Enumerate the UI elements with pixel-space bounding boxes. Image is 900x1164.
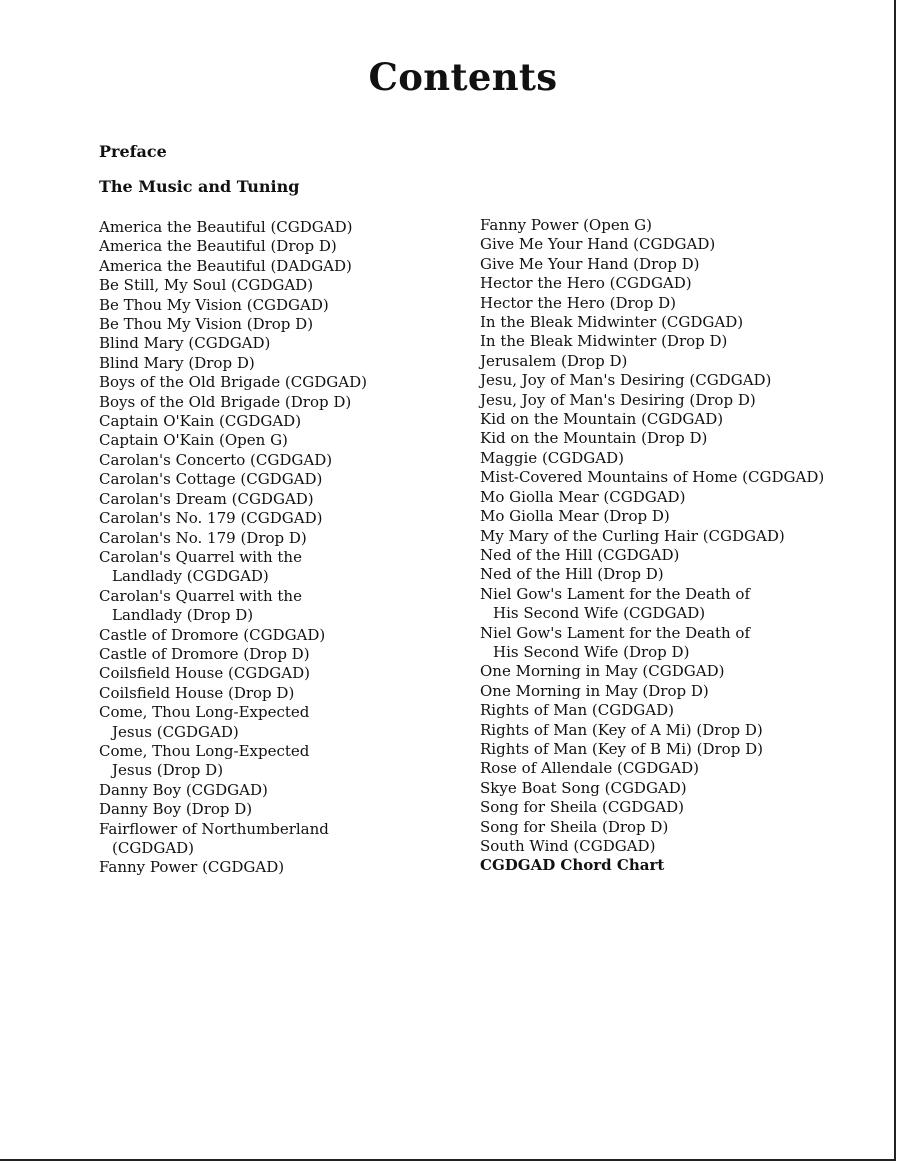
toc-entry[interactable]: [99, 218, 469, 237]
toc-entry[interactable]: [480, 507, 890, 526]
toc-entry-continuation: Landlady (Drop D): [112, 606, 254, 625]
toc-entry[interactable]: [480, 682, 890, 701]
toc-entry-title: Be Thou My Vision (Drop D): [99, 315, 314, 334]
toc-entry[interactable]: [99, 858, 469, 877]
toc-entry[interactable]: [480, 837, 890, 856]
toc-entry[interactable]: [99, 684, 469, 703]
toc-entry[interactable]: [480, 468, 890, 487]
toc-entry-title: Carolan's Cottage (CGDGAD): [99, 470, 323, 489]
toc-entry-title: America the Beautiful (Drop D): [99, 237, 337, 256]
toc-entry[interactable]: [480, 294, 890, 313]
toc-entry-title: Blind Mary (CGDGAD): [99, 334, 271, 353]
toc-entry[interactable]: [480, 527, 890, 546]
toc-entry-title: Danny Boy (Drop D): [99, 800, 253, 819]
toc-entry-continuation: His Second Wife (Drop D): [493, 642, 690, 661]
toc-entry-title: Come, Thou Long-Expected: [99, 703, 310, 722]
toc-entry[interactable]: [99, 276, 469, 295]
toc-entry[interactable]: [99, 742, 469, 781]
toc-entry[interactable]: [99, 373, 469, 392]
toc-entry-title: One Morning in May (CGDGAD): [480, 662, 725, 681]
toc-entry[interactable]: [480, 585, 890, 624]
toc-entry-title: Carolan's Quarrel with the: [99, 547, 302, 566]
toc-entry[interactable]: [99, 548, 469, 587]
toc-entry-title: Mo Giolla Mear (Drop D): [480, 507, 670, 526]
toc-entry-title: Carolan's Concerto (CGDGAD): [99, 450, 333, 469]
toc-entry-title: South Wind (CGDGAD): [480, 837, 656, 855]
toc-entry[interactable]: [480, 429, 890, 448]
toc-entry[interactable]: [480, 391, 890, 410]
toc-entry[interactable]: [99, 800, 469, 819]
toc-entry[interactable]: [99, 626, 469, 645]
toc-entry-title: Coilsfield House (Drop D): [99, 683, 295, 702]
toc-entry-title: Blind Mary (Drop D): [99, 353, 255, 372]
toc-entry[interactable]: [99, 237, 469, 256]
toc-entry[interactable]: [480, 701, 890, 720]
toc-entry-title: Danny Boy (CGDGAD): [99, 780, 268, 799]
toc-entry-title: Hector the Hero (CGDGAD): [480, 274, 692, 293]
contents-column-left: [99, 218, 469, 878]
toc-entry-title: Mist-Covered Mountains of Home (CGDGAD): [480, 468, 825, 487]
toc-entry[interactable]: [480, 313, 890, 332]
toc-entry-title: Kid on the Mountain (Drop D): [480, 429, 708, 448]
toc-entry[interactable]: [480, 255, 890, 274]
toc-entry-title: In the Bleak Midwinter (CGDGAD): [480, 313, 744, 332]
toc-entry-title: Song for Sheila (CGDGAD): [480, 798, 685, 817]
preface-heading[interactable]: Preface: [99, 142, 167, 161]
toc-entry-title: Give Me Your Hand (Drop D): [480, 254, 700, 273]
toc-entry-title: Fanny Power (CGDGAD): [99, 858, 285, 877]
toc-entry-title: Rights of Man (Key of A Mi) (Drop D): [480, 720, 763, 739]
chord-chart-entry[interactable]: CGDGAD Chord Chart: [480, 856, 665, 875]
toc-entry[interactable]: [480, 779, 890, 798]
toc-entry-continuation: Jesus (Drop D): [112, 761, 224, 780]
toc-entry[interactable]: [480, 798, 890, 817]
toc-entry[interactable]: [480, 565, 890, 584]
toc-entry[interactable]: [99, 257, 469, 276]
toc-entry-title: Jesu, Joy of Man's Desiring (Drop D): [480, 390, 756, 409]
toc-entry-title: Be Thou My Vision (CGDGAD): [99, 295, 329, 314]
toc-entry-continuation: Jesus (CGDGAD): [112, 722, 239, 741]
toc-entry-title: America the Beautiful (DADGAD): [99, 256, 352, 275]
toc-entry-title: Rights of Man (Key of B Mi) (Drop D): [480, 739, 763, 758]
toc-entry[interactable]: [99, 296, 469, 315]
toc-entry[interactable]: [480, 624, 890, 663]
toc-entry-title: Boys of the Old Brigade (CGDGAD): [99, 373, 367, 392]
contents-column-right: [480, 216, 890, 876]
toc-entry-title: Carolan's No. 179 (Drop D): [99, 528, 307, 547]
page-title: Contents: [368, 55, 558, 99]
toc-entry[interactable]: [99, 393, 469, 412]
toc-entry[interactable]: [99, 529, 469, 548]
toc-entry-title: Hector the Hero (Drop D): [480, 293, 676, 312]
toc-entry[interactable]: [480, 546, 890, 565]
toc-entry-title: Captain O'Kain (Open G): [99, 431, 288, 450]
toc-entry-title: Skye Boat Song (CGDGAD): [480, 778, 687, 797]
toc-entry[interactable]: [99, 412, 469, 431]
music-tuning-heading[interactable]: The Music and Tuning: [99, 177, 300, 196]
toc-entry-title: Niel Gow's Lament for the Death of: [480, 584, 751, 603]
toc-entry[interactable]: [480, 721, 890, 740]
toc-entry-continuation: (CGDGAD): [112, 839, 195, 857]
toc-entry[interactable]: [480, 818, 890, 837]
toc-entry[interactable]: [480, 662, 890, 681]
toc-entry-title: Jerusalem (Drop D): [480, 351, 628, 370]
toc-entry[interactable]: [480, 235, 890, 254]
toc-entry-title: Boys of the Old Brigade (Drop D): [99, 392, 352, 411]
toc-entry[interactable]: [99, 820, 469, 859]
toc-entry[interactable]: [99, 431, 469, 450]
toc-entry-title: Fanny Power (Open G): [480, 216, 652, 234]
toc-entry[interactable]: [480, 488, 890, 507]
toc-entry-title: Carolan's Quarrel with the: [99, 586, 302, 605]
toc-entry-title: Song for Sheila (Drop D): [480, 817, 669, 836]
toc-entry[interactable]: [480, 740, 890, 759]
toc-entry-title: Carolan's Dream (CGDGAD): [99, 489, 314, 508]
toc-entry-continuation: Landlady (CGDGAD): [112, 567, 269, 586]
toc-entry-title: Come, Thou Long-Expected: [99, 741, 310, 760]
toc-entry[interactable]: [99, 703, 469, 742]
toc-entry[interactable]: [99, 509, 469, 528]
toc-entry-title: America the Beautiful (CGDGAD): [99, 218, 353, 236]
toc-entry-title: Jesu, Joy of Man's Desiring (CGDGAD): [480, 371, 772, 390]
toc-entry-title: Ned of the Hill (Drop D): [480, 565, 664, 584]
toc-entry[interactable]: [99, 470, 469, 489]
toc-entry-title: Niel Gow's Lament for the Death of: [480, 623, 751, 642]
toc-entry[interactable]: [99, 334, 469, 353]
toc-entry[interactable]: [99, 781, 469, 800]
toc-entry[interactable]: [99, 664, 469, 683]
toc-entry[interactable]: [99, 354, 469, 373]
toc-entry[interactable]: [480, 410, 890, 429]
toc-entry-title: Give Me Your Hand (CGDGAD): [480, 235, 716, 254]
toc-entry-title: Captain O'Kain (CGDGAD): [99, 412, 302, 431]
toc-entry[interactable]: [480, 332, 890, 351]
toc-entry[interactable]: [99, 315, 469, 334]
toc-entry[interactable]: [480, 449, 890, 468]
toc-entry[interactable]: [480, 274, 890, 293]
toc-entry-title: Maggie (CGDGAD): [480, 448, 624, 467]
toc-entry[interactable]: [99, 587, 469, 626]
toc-entry[interactable]: [99, 490, 469, 509]
toc-entry[interactable]: [480, 759, 890, 778]
toc-entry-title: Mo Giolla Mear (CGDGAD): [480, 487, 686, 506]
toc-entry-title: Carolan's No. 179 (CGDGAD): [99, 509, 323, 528]
toc-entry[interactable]: [480, 371, 890, 390]
toc-entry-title: Rights of Man (CGDGAD): [480, 701, 674, 720]
toc-entry[interactable]: [480, 352, 890, 371]
toc-entry-title: One Morning in May (Drop D): [480, 681, 709, 700]
toc-entry-title: Castle of Dromore (CGDGAD): [99, 625, 326, 644]
toc-entry-title: Kid on the Mountain (CGDGAD): [480, 410, 724, 429]
toc-entry-continuation: His Second Wife (CGDGAD): [493, 604, 706, 623]
toc-entry-title: Fairflower of Northumberland: [99, 819, 329, 838]
toc-entry[interactable]: [99, 645, 469, 664]
toc-entry[interactable]: [99, 451, 469, 470]
toc-entry[interactable]: [480, 216, 890, 235]
toc-entry-title: Castle of Dromore (Drop D): [99, 644, 310, 663]
toc-entry-title: My Mary of the Curling Hair (CGDGAD): [480, 526, 785, 545]
toc-entry-title: In the Bleak Midwinter (Drop D): [480, 332, 728, 351]
toc-entry-title: Ned of the Hill (CGDGAD): [480, 545, 680, 564]
toc-entry-title: Rose of Allendale (CGDGAD): [480, 759, 700, 778]
toc-entry-title: Coilsfield House (CGDGAD): [99, 664, 310, 683]
toc-entry-title: Be Still, My Soul (CGDGAD): [99, 276, 314, 295]
